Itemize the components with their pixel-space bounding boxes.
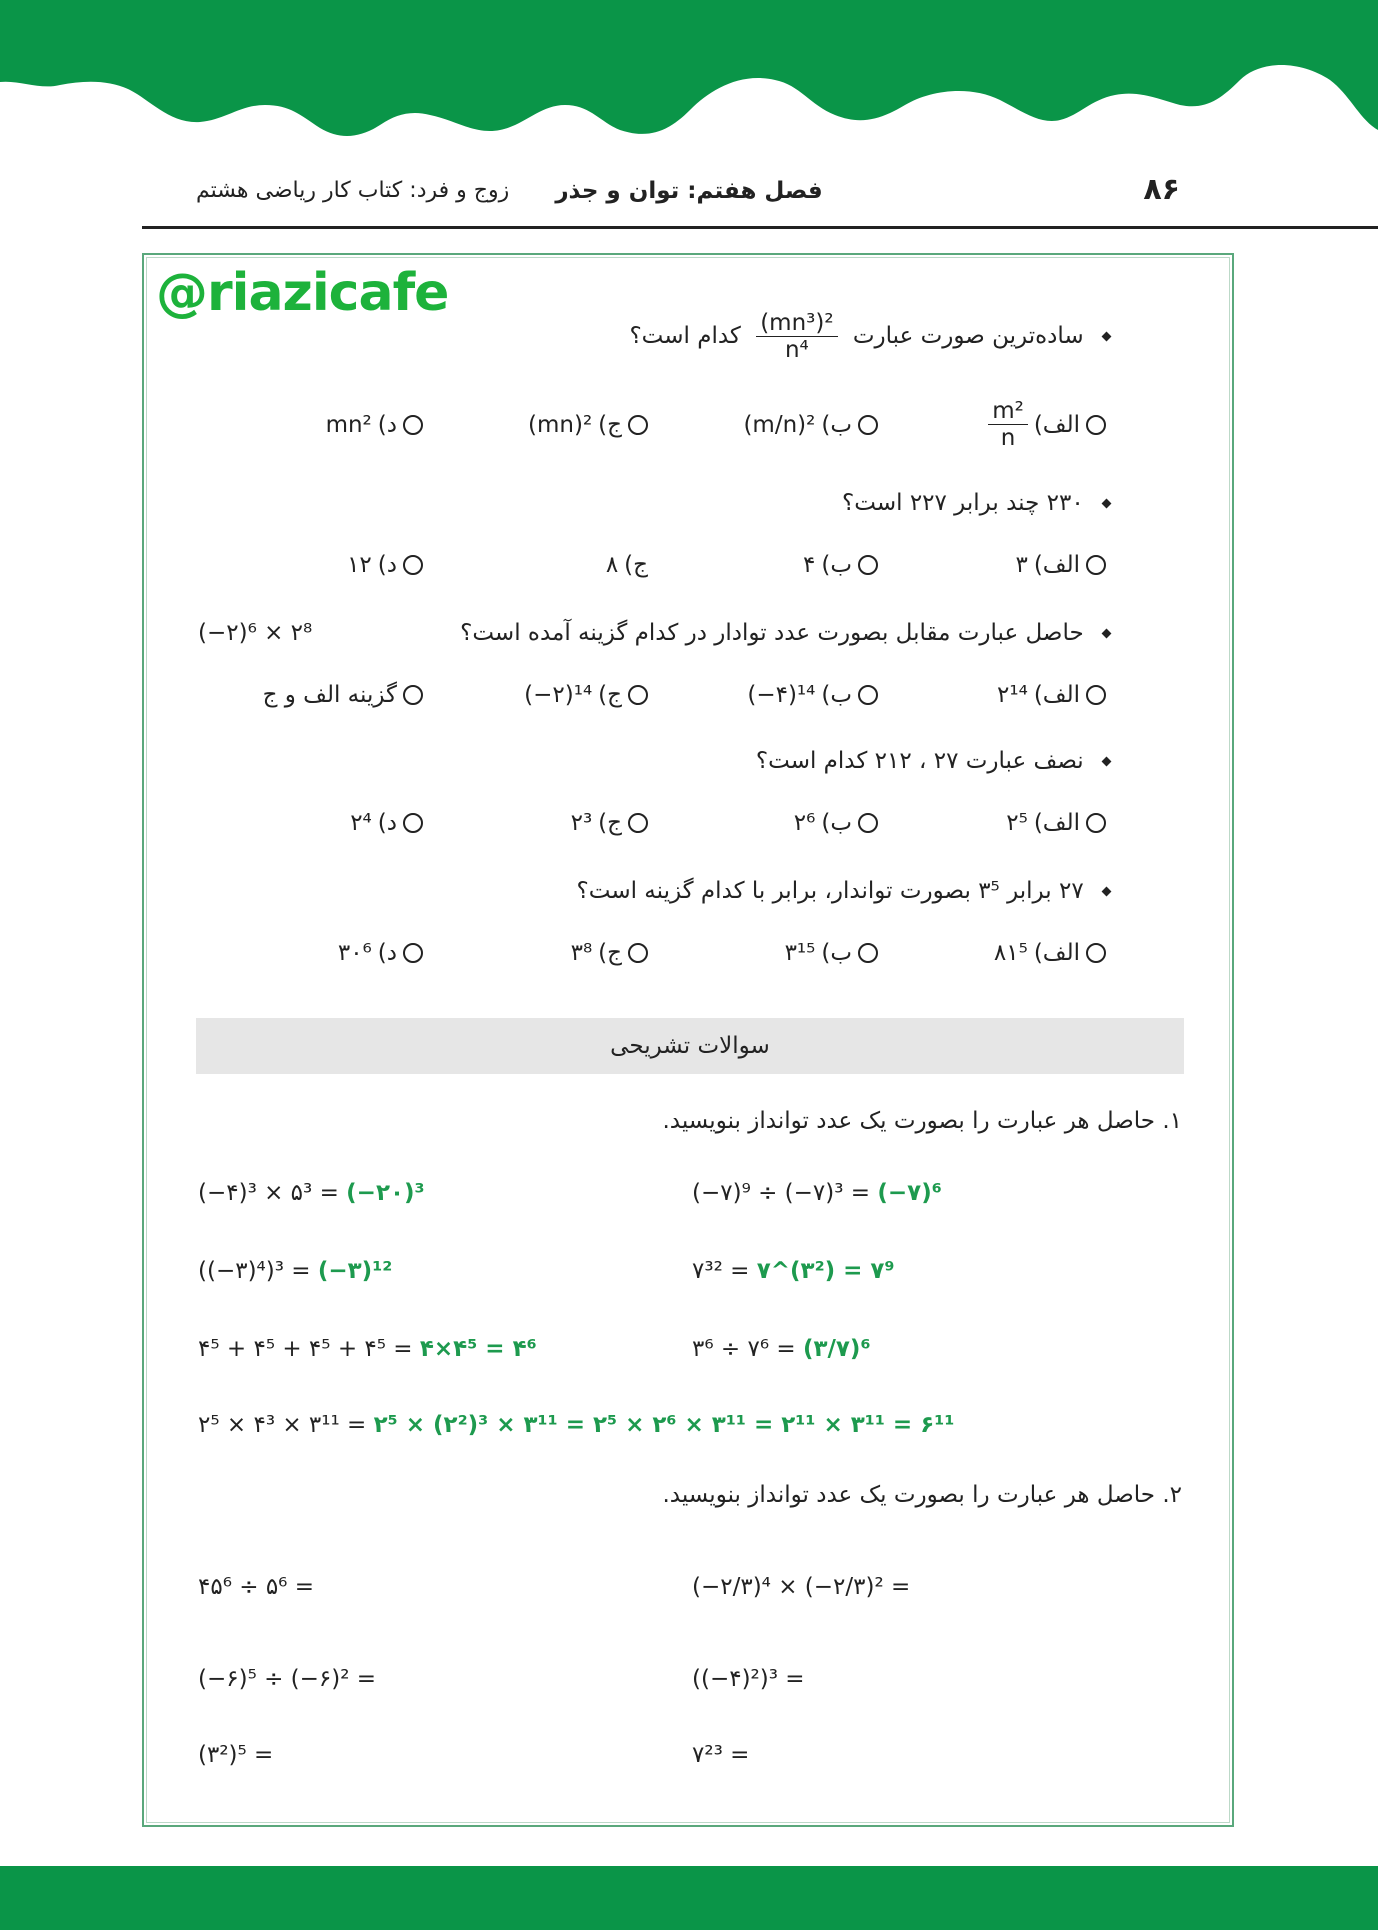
q2-option-d[interactable]	[347, 552, 423, 578]
expr-numerator: (mn³)²	[756, 310, 837, 337]
q4-option-c[interactable]	[571, 810, 648, 836]
question-4	[756, 748, 1110, 774]
header-rule	[142, 226, 1378, 229]
option-value: ۴	[803, 552, 816, 578]
question-2	[842, 490, 1110, 516]
option-value: ۸۱⁵	[993, 940, 1028, 966]
footer-band	[0, 1866, 1378, 1930]
option-label: ب)	[821, 810, 852, 836]
page-number: ۸۶	[1143, 172, 1180, 207]
question-1-expr	[756, 310, 837, 363]
section-title: سوالات تشریحی	[610, 1033, 770, 1059]
option-value: ۸	[605, 552, 619, 578]
ex2-item-1	[692, 1574, 910, 1600]
option-value: ۲⁵	[1006, 810, 1028, 836]
expression: (−۲/۳)⁴ × (−۲/۳)² =	[692, 1574, 911, 1600]
expression: ((−۴)²)³ =	[692, 1666, 805, 1692]
radio-icon[interactable]	[858, 555, 878, 575]
option-label: ب)	[821, 682, 852, 708]
radio-icon[interactable]	[858, 813, 878, 833]
radio-icon[interactable]	[1086, 685, 1106, 705]
option-value: گزینه الف و ج	[262, 682, 397, 708]
option-value: ۲⁴	[350, 810, 372, 836]
section-title-bar	[196, 1018, 1184, 1074]
option-label: الف)	[1033, 682, 1080, 708]
radio-icon[interactable]	[628, 813, 648, 833]
radio-icon[interactable]	[858, 685, 878, 705]
ex1-item-3	[692, 1258, 895, 1284]
option-value: (−۲)¹⁴	[524, 682, 593, 708]
handwritten-answer: ۲⁵ × (۲²)³ × ۳¹¹ = ۲⁵ × ۲⁶ × ۳¹¹ = ۲¹¹ × ۳¹¹ = ۶¹¹	[373, 1412, 955, 1438]
exercise-1-instruction: ۱. حاصل هر عبارت را بصورت یک عدد توانداز بنویسید.	[662, 1108, 1182, 1134]
q1-option-c[interactable]	[528, 412, 648, 438]
q1-option-a[interactable]	[988, 398, 1106, 451]
option-denominator: n	[1000, 425, 1016, 451]
option-label: ب)	[821, 412, 852, 438]
option-label: ب)	[821, 940, 852, 966]
option-label: د)	[377, 810, 397, 836]
option-value: ۳¹⁵	[784, 940, 816, 966]
question-2-text: ۲۳۰ چند برابر ۲۲۷ است؟	[842, 490, 1084, 516]
expression: ۳⁶ ÷ ۷⁶ =	[692, 1336, 796, 1362]
radio-icon[interactable]	[628, 685, 648, 705]
option-value: (mn)²	[528, 412, 593, 438]
ex2-item-5	[692, 1742, 749, 1768]
question-5-text: ۲۷ برابر ۳⁵ بصورت تواندار، برابر با کدام گزینه است؟	[576, 878, 1084, 904]
radio-icon[interactable]	[403, 555, 423, 575]
q5-option-b[interactable]	[785, 940, 878, 966]
option-value: ۳۰⁶	[337, 940, 372, 966]
option-value: (m/n)²	[743, 412, 816, 438]
radio-icon[interactable]	[403, 943, 423, 963]
q5-option-d[interactable]	[338, 940, 423, 966]
option-label: الف)	[1033, 411, 1080, 438]
header-cloud-band	[0, 0, 1378, 170]
radio-icon[interactable]	[1086, 415, 1106, 435]
expression: ((−۳)⁴)³ =	[198, 1258, 311, 1284]
ex2-item-3	[692, 1666, 805, 1692]
q2-option-a[interactable]	[1015, 552, 1106, 578]
ex2-item-6	[198, 1742, 273, 1768]
radio-icon[interactable]	[1086, 813, 1106, 833]
option-label: ج)	[624, 552, 648, 578]
book-title: زوج و فرد: کتاب کار ریاضی هشتم	[196, 178, 510, 203]
expression: (۳²)⁵ =	[198, 1742, 274, 1768]
option-value: mn²	[325, 412, 372, 438]
option-value: ۲¹⁴	[997, 682, 1028, 708]
option-label: الف)	[1033, 810, 1080, 836]
bullet-icon	[1102, 499, 1112, 509]
handwritten-answer: ۷^(۳²) = ۷⁹	[756, 1258, 895, 1284]
radio-icon[interactable]	[403, 415, 423, 435]
q3-option-b[interactable]	[747, 682, 878, 708]
ex1-item-1	[692, 1180, 942, 1206]
option-label: د)	[377, 552, 397, 578]
radio-icon[interactable]	[1086, 943, 1106, 963]
expr-denominator: n⁴	[784, 337, 809, 363]
bullet-icon	[1102, 629, 1112, 639]
option-label: ب)	[821, 552, 852, 578]
option-value: ۲³	[570, 810, 593, 836]
q5-option-a[interactable]	[994, 940, 1106, 966]
option-label: ج)	[598, 810, 622, 836]
expression: ۴۵⁶ ÷ ۵⁶ =	[198, 1574, 314, 1600]
handwritten-answer: (−۲۰)³	[346, 1180, 425, 1206]
option-numerator: m²	[988, 398, 1028, 425]
expression: ۴⁵ + ۴⁵ + ۴⁵ + ۴⁵ =	[198, 1336, 413, 1362]
option-value: ۳⁸	[570, 940, 593, 966]
q3-option-d[interactable]	[263, 682, 423, 708]
ex2-item-4	[198, 1666, 376, 1692]
q3-option-c[interactable]	[524, 682, 648, 708]
ex2-item-2	[198, 1574, 314, 1600]
option-value: (−۴)¹⁴	[747, 682, 816, 708]
question-3	[460, 620, 1110, 646]
question-3-text: حاصل عبارت مقابل بصورت عدد توادار در کدام گزینه آمده است؟	[460, 620, 1084, 646]
radio-icon[interactable]	[1086, 555, 1106, 575]
option-label: الف)	[1033, 552, 1080, 578]
radio-icon[interactable]	[628, 415, 648, 435]
question-3-side-expr: (−۲)⁶ × ۲⁸	[198, 620, 313, 646]
radio-icon[interactable]	[403, 685, 423, 705]
q1-option-d[interactable]	[326, 412, 423, 438]
handwritten-answer: (۳/۷)⁶	[802, 1336, 871, 1362]
watermark: @riazicafe	[156, 263, 449, 323]
ex1-item-2	[198, 1180, 425, 1206]
option-label: ج)	[598, 412, 622, 438]
expression: (−۶)⁵ ÷ (−۶)² =	[198, 1666, 377, 1692]
handwritten-answer: ۴×۴⁵ = ۴⁶	[419, 1336, 537, 1362]
bullet-icon	[1102, 757, 1112, 767]
question-5	[577, 878, 1110, 904]
radio-icon[interactable]	[858, 415, 878, 435]
option-label: ج)	[598, 682, 622, 708]
option-value: ۱۲	[347, 552, 372, 578]
expression: (−۷)⁹ ÷ (−۷)³ =	[692, 1180, 871, 1206]
q5-option-c[interactable]	[571, 940, 648, 966]
expression: ۲⁵ × ۴³ × ۳¹¹ =	[198, 1412, 367, 1438]
question-1-text: ساده‌ترین صورت عبارت	[852, 323, 1084, 349]
option-label: ج)	[598, 940, 622, 966]
ex1-item-4	[198, 1258, 392, 1284]
ex1-item-7	[198, 1412, 954, 1438]
option-label: د)	[377, 940, 397, 966]
exercise-2-instruction: ۲. حاصل هر عبارت را بصورت یک عدد توانداز بنویسید.	[662, 1482, 1182, 1508]
handwritten-answer: (−۷)⁶	[877, 1180, 942, 1206]
bullet-icon	[1102, 887, 1112, 897]
q4-option-a[interactable]	[1006, 810, 1106, 836]
bullet-icon	[1102, 332, 1112, 342]
question-1-tail: کدام است؟	[629, 323, 741, 349]
expression: ۷³² =	[692, 1258, 750, 1284]
radio-icon[interactable]	[403, 813, 423, 833]
q1-option-b[interactable]	[743, 412, 878, 438]
radio-icon[interactable]	[858, 943, 878, 963]
ex1-item-6	[198, 1336, 537, 1362]
option-label: د)	[377, 412, 397, 438]
option-label: الف)	[1033, 940, 1080, 966]
q4-option-b[interactable]	[794, 810, 878, 836]
chapter-title: فصل هفتم: توان و جذر	[555, 178, 823, 204]
option-value: ۲⁶	[793, 810, 816, 836]
question-4-text: نصف عبارت ۲۷ ، ۲۱۲ کدام است؟	[755, 748, 1084, 774]
q4-option-d[interactable]	[350, 810, 423, 836]
option-value	[988, 398, 1028, 451]
question-1	[629, 310, 1110, 363]
expression: ۷²³ =	[692, 1742, 750, 1768]
expression: (−۴)³ × ۵³ =	[198, 1180, 339, 1206]
ex1-item-5	[692, 1336, 871, 1362]
option-value: ۳	[1015, 552, 1028, 578]
q2-option-c[interactable]	[606, 552, 648, 578]
q2-option-b[interactable]	[803, 552, 878, 578]
q3-option-a[interactable]	[997, 682, 1106, 708]
handwritten-answer: (−۳)¹²	[317, 1258, 393, 1284]
radio-icon[interactable]	[628, 943, 648, 963]
